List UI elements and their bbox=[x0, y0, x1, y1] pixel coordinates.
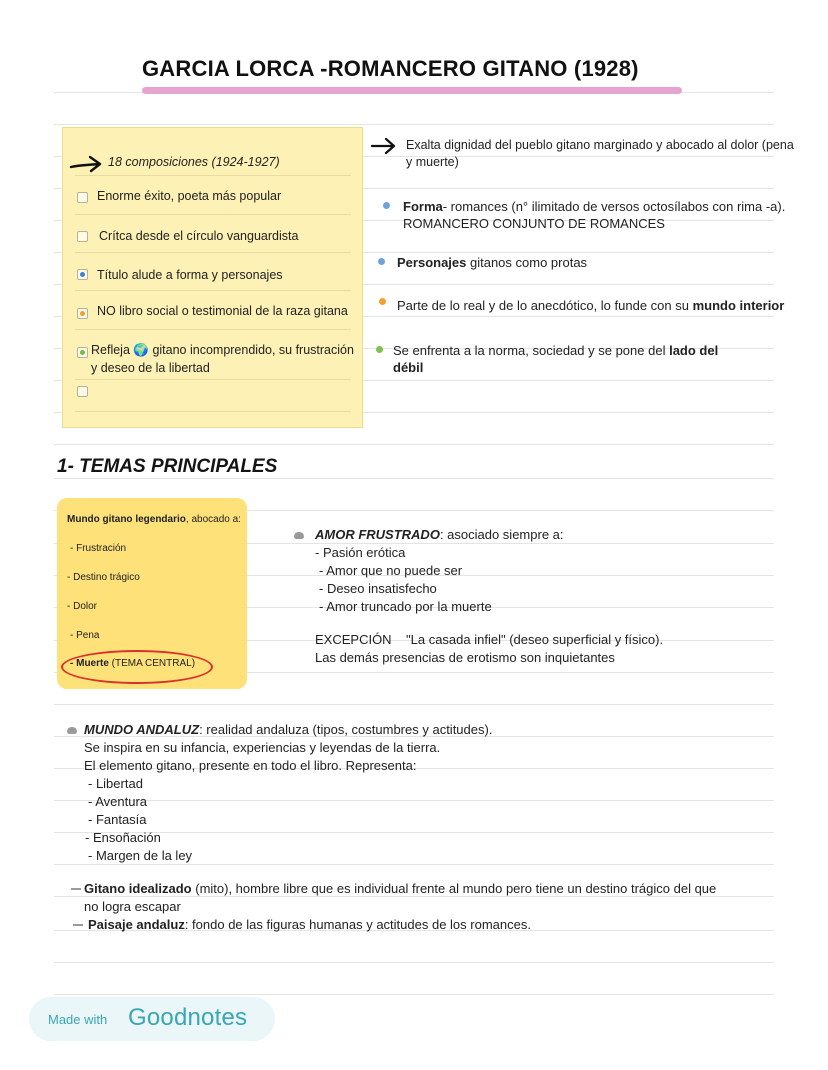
sticky-item-text: Enorme éxito, poeta más popular bbox=[97, 189, 282, 203]
yellow-note-last-bold: - Muerte bbox=[70, 658, 109, 669]
ruled-line bbox=[54, 800, 774, 801]
amor-item: - Amor truncado por la muerte bbox=[319, 599, 492, 614]
ruled-line bbox=[54, 704, 774, 705]
ruled-line bbox=[54, 832, 774, 833]
sticky-item-text: Crítca desde el círculo vanguardista bbox=[99, 229, 299, 243]
title-highlight bbox=[142, 87, 682, 94]
ruled-line bbox=[54, 962, 774, 963]
andaluz-rest: : realidad andaluza (tipos, costumbres y actitudes). bbox=[199, 722, 493, 737]
sticky-item-text bbox=[91, 343, 354, 358]
sticky-divider bbox=[75, 379, 351, 380]
note-forma-bold: Forma bbox=[403, 199, 443, 214]
amor-heading: AMOR FRUSTRADO bbox=[315, 527, 440, 542]
note-personajes bbox=[397, 254, 587, 271]
andaluz-item: - Margen de la ley bbox=[88, 848, 193, 863]
note-norma-bold-line2: débil bbox=[393, 360, 424, 375]
note-real-bold: mundo interior bbox=[692, 298, 785, 313]
sticky-heading: 18 composiciones (1924-1927) bbox=[108, 155, 280, 169]
note-forma-line2: ROMANCERO CONJUNTO DE ROMANCES bbox=[403, 216, 665, 231]
checkbox[interactable] bbox=[77, 231, 88, 242]
sticky-divider bbox=[75, 411, 351, 412]
paisaje-bold: Paisaje andaluz bbox=[88, 917, 185, 932]
amor-item: - Deseo insatisfecho bbox=[319, 581, 437, 596]
yellow-note-item: - Pena bbox=[70, 630, 100, 641]
page-title: GARCIA LORCA -ROMANCERO GITANO (1928) bbox=[142, 56, 639, 81]
sticky-item-text: NO libro social o testimonial de la raza gitana bbox=[97, 304, 348, 318]
ruled-line bbox=[54, 124, 774, 125]
badge-small-text: Made with bbox=[48, 1012, 108, 1027]
ruled-line bbox=[54, 444, 774, 445]
note-forma-rest: - romances (n° ilimitado de versos octosílabos con rima -a). bbox=[442, 199, 786, 214]
sticky-divider bbox=[75, 329, 351, 330]
arrow-right-icon bbox=[370, 136, 398, 156]
note-norma bbox=[393, 342, 718, 376]
note-exalta-line2: y muerte) bbox=[406, 155, 459, 169]
dash-bullet-icon bbox=[71, 888, 81, 890]
ruled-line bbox=[54, 994, 774, 995]
red-circle-annotation bbox=[61, 650, 213, 684]
bullet-orange-icon bbox=[379, 298, 386, 305]
note-real bbox=[397, 297, 784, 314]
arrow-right-icon bbox=[69, 155, 103, 175]
sticky-item-text-after: gitano incomprendido, su frustración bbox=[148, 343, 354, 357]
sticky-divider bbox=[75, 214, 351, 215]
checkbox-blue[interactable] bbox=[77, 269, 88, 280]
andaluz-line: Se inspira en su infancia, experiencias y leyendas de la tierra. bbox=[84, 740, 441, 755]
gitano-rest: (mito), hombre libre que es individual frente al mundo pero tiene un destino trágico del que bbox=[191, 881, 717, 896]
checkbox[interactable] bbox=[77, 192, 88, 203]
amor-demas: Las demás presencias de erotismo son inquietantes bbox=[315, 650, 615, 665]
checkbox-orange[interactable] bbox=[77, 308, 88, 319]
sticky-divider bbox=[75, 175, 351, 176]
ruled-line bbox=[54, 478, 774, 479]
amor-item: - Amor que no puede ser bbox=[319, 563, 463, 578]
andaluz-line: El elemento gitano, presente en todo el libro. Representa: bbox=[84, 758, 417, 773]
andaluz-item: - Fantasía bbox=[88, 812, 147, 827]
sticky-note[interactable] bbox=[62, 127, 363, 428]
cloud-bullet-icon bbox=[294, 532, 304, 539]
sticky-item-text-before: Refleja bbox=[91, 343, 134, 357]
andaluz-item: - Libertad bbox=[88, 776, 143, 791]
gitano-bold: Gitano idealizado bbox=[84, 881, 192, 896]
bullet-green-icon bbox=[376, 346, 383, 353]
sticky-item-text-line2: y deseo de la libertad bbox=[91, 361, 210, 375]
amor-item: - Pasión erótica bbox=[315, 545, 406, 560]
note-norma-bold: lado del bbox=[669, 343, 719, 358]
bullet-blue-icon bbox=[383, 202, 390, 209]
yellow-note-rest: , abocado a: bbox=[185, 514, 241, 525]
andaluz-heading: MUNDO ANDALUZ bbox=[84, 722, 200, 737]
yellow-note-item: - Dolor bbox=[67, 601, 98, 612]
yellow-note-item: - Destino trágico bbox=[67, 572, 140, 583]
andaluz-heading-line bbox=[84, 721, 492, 739]
note-forma bbox=[403, 198, 785, 232]
note-norma-text: Se enfrenta a la norma, sociedad y se pone del bbox=[393, 343, 670, 358]
andaluz-item: - Aventura bbox=[88, 794, 148, 809]
yellow-note-item: - Frustración bbox=[70, 543, 127, 554]
andaluz-item: - Ensoñación bbox=[85, 830, 161, 845]
amor-rest: : asociado siempre a: bbox=[439, 527, 564, 542]
yellow-note-last-rest: (TEMA CENTRAL) bbox=[108, 658, 196, 669]
note-real-text: Parte de lo real y de lo anecdótico, lo funde con su bbox=[397, 298, 693, 313]
amor-heading-line bbox=[315, 526, 564, 544]
sticky-divider bbox=[75, 290, 351, 291]
gitano-line bbox=[84, 880, 716, 898]
cloud-bullet-icon bbox=[67, 727, 77, 734]
note-exalta-line1: Exalta dignidad del pueblo gitano marginado y abocado al dolor (pena bbox=[406, 138, 794, 152]
badge-brand-text: Goodnotes bbox=[128, 1004, 248, 1031]
yellow-note-bold: Mundo gitano legendario bbox=[67, 514, 186, 525]
section-heading: 1- TEMAS PRINCIPALES bbox=[57, 456, 278, 477]
checkbox-green[interactable] bbox=[77, 347, 88, 358]
paisaje-line bbox=[88, 916, 531, 934]
sticky-divider bbox=[75, 252, 351, 253]
sticky-item-text: Título alude a forma y personajes bbox=[97, 268, 283, 282]
made-with-goodnotes-badge[interactable] bbox=[29, 997, 275, 1041]
amor-excepcion: EXCEPCIÓN "La casada infiel" (deseo superficial y físico). bbox=[315, 632, 664, 647]
globe-icon: 🌍 bbox=[133, 343, 149, 357]
checkbox[interactable] bbox=[77, 386, 88, 397]
gitano-line2: no logra escapar bbox=[84, 899, 181, 914]
note-exalta bbox=[406, 137, 794, 171]
bullet-blue-icon bbox=[378, 258, 385, 265]
dash-bullet-icon bbox=[73, 924, 83, 926]
yellow-note-heading bbox=[67, 514, 241, 525]
note-personajes-rest: gitanos como protas bbox=[466, 255, 588, 270]
paisaje-rest: : fondo de las figuras humanas y actitudes de los romances. bbox=[184, 917, 531, 932]
note-personajes-bold: Personajes bbox=[397, 255, 467, 270]
